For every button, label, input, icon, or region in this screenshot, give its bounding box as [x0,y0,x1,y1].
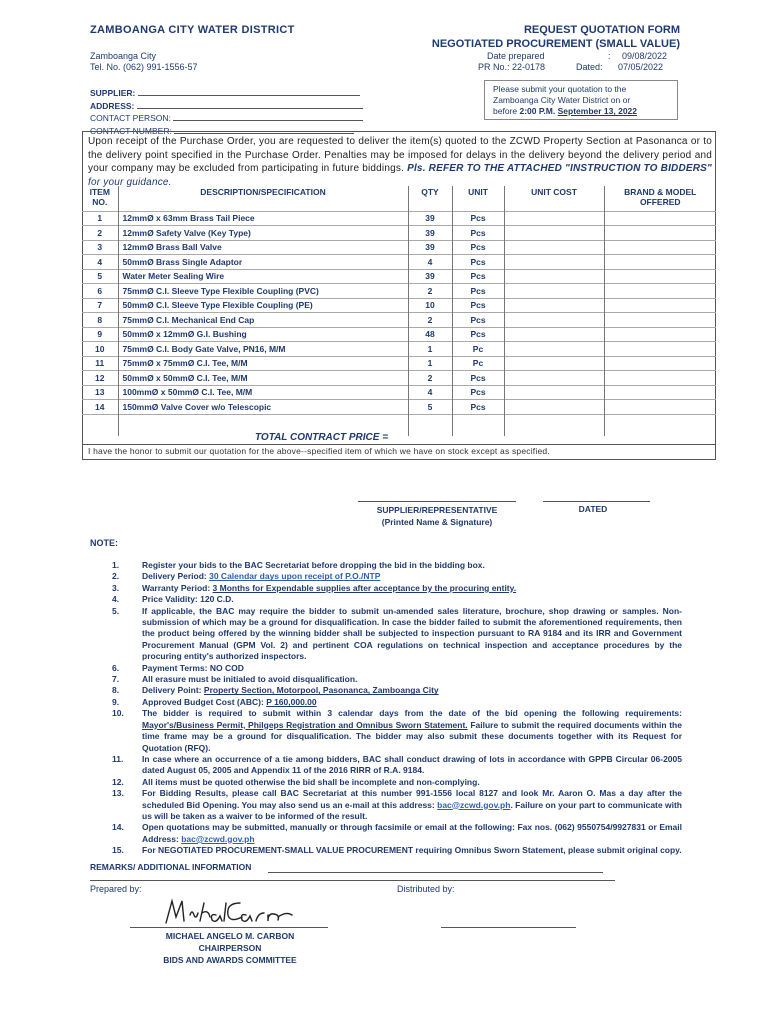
item-brand-cell[interactable] [604,371,716,386]
supplier-representative-label [358,504,516,528]
item-unit: Pcs [452,385,504,400]
filler-cell [408,414,452,436]
item-description: 50mmØ x 50mmØ C.I. Tee, M/M [118,371,408,386]
notice-time: 2:00 P.M. [519,106,556,116]
item-number: 12 [82,371,118,386]
item-unit-cost-cell[interactable] [504,269,604,284]
bac-email-link-2[interactable]: bac@zcwd.gov.ph [181,833,255,844]
total-contract-price-label: TOTAL CONTRACT PRICE = [255,432,389,443]
date-prepared-label: Date prepared [487,51,545,61]
item-description: 150mmØ Valve Cover w/o Telescopic [118,400,408,415]
item-description: 75mmØ C.I. Sleeve Type Flexible Coupling (PVC) [118,284,408,299]
remarks-label: REMARKS/ ADDITIONAL INFORMATION [90,862,252,872]
table-row [82,211,716,226]
notice-before: before [493,106,518,116]
item-unit: Pcs [452,371,504,386]
chairperson-signature-image [160,895,300,929]
item-description: 75mmØ C.I. Mechanical End Cap [118,313,408,328]
dated-signature-line[interactable] [543,501,650,502]
chairperson-name: MICHAEL ANGELO M. CARBON [165,931,295,941]
item-number: 5 [82,269,118,284]
item-brand-cell[interactable] [604,342,716,357]
table-row [82,269,716,284]
table-row [82,385,716,400]
intro-text: Upon receipt of the Purchase Order, you are requested to deliver the item(s) quoted to the ZCWD Property Section at Pasonanca or to the delivery point specified in the Purchase Order. Penalties may be imposed for delays in the delivery beyond the delivery period and your company may be excluded from participating in future biddings. [88,136,712,174]
item-qty: 1 [408,342,452,357]
item-unit: Pcs [452,284,504,299]
col-brand-model: BRAND & MODEL OFFERED [604,186,716,211]
item-brand-cell[interactable] [604,385,716,400]
item-number: 11 [82,356,118,371]
item-qty: 39 [408,226,452,241]
bac-email-link[interactable]: bac@zcwd.gov.ph [437,799,511,810]
remarks-line-2[interactable] [90,880,615,881]
table-row [82,255,716,270]
rep-line-1: SUPPLIER/REPRESENTATIVE [376,505,498,515]
note-heading: NOTE: [90,538,118,548]
item-description: 50mmØ x 12mmØ G.I. Bushing [118,327,408,342]
item-unit: Pcs [452,313,504,328]
col-unit-cost: UNIT COST [504,186,604,211]
item-description: 12mmØ Brass Ball Valve [118,240,408,255]
rep-line-2: (Printed Name & Signature) [381,517,493,527]
chairperson-title: CHAIRPERSON [198,943,262,953]
note-item: 8. Delivery Point: Property Section, Motorpool, Pasonanca, Zamboanga City [112,685,439,696]
dated-value: 07/05/2022 [618,62,664,72]
contact-person-field[interactable] [173,112,363,121]
form-title: REQUEST QUOTATION FORM [523,24,680,36]
items-table-body [82,211,716,436]
date-prepared-colon: : [608,51,611,61]
intro-guidance: for your guidance. [88,176,172,188]
pr-number: PR No.: 22-0178 [478,62,546,72]
item-qty: 5 [408,400,452,415]
col-item-no: ITEM NO. [89,187,110,207]
table-row [82,327,716,342]
note-item: 4. Price Validity: 120 C.D. [112,594,234,605]
item-unit-cost-cell[interactable] [504,226,604,241]
item-unit: Pc [452,342,504,357]
item-brand-cell[interactable] [604,226,716,241]
item-brand-cell[interactable] [604,284,716,299]
note-item: 15. For NEGOTIATED PROCUREMENT-SMALL VALUE PROCUREMENT requiring Omnibus Sworn Statement, please submit original copy. [112,845,682,856]
item-unit: Pcs [452,269,504,284]
note-item: 13. For Bidding Results, please call BAC Secretariat at this number 991-1556 local 8127 and look Mr. Aaron O. Mas a day after the scheduled Bid Opening. You may also send us an e-mail at this address: bac@zcwd.gov.ph. Failure on your part to communicate with us will be taken as a waiver to be informed of the result. [112,788,682,821]
item-qty: 48 [408,327,452,342]
note-item: 11. In case where an occurrence of a tie among bidders, BAC shall conduct drawing of lots in accordance with GPPB Circular 06-2005 dated August 05, 2005 and Appendix 11 of the 2016 RIRR of R.A. 9184. [112,753,682,776]
item-qty: 1 [408,356,452,371]
delivery-period-link[interactable]: 30 Calendar days upon receipt of P.O./NTP [209,571,381,582]
table-filler-row [82,414,716,436]
item-description: 50mmØ Brass Single Adaptor [118,255,408,270]
table-row [82,298,716,313]
item-brand-cell[interactable] [604,269,716,284]
supplier-signature-line[interactable] [358,501,516,502]
address-label: ADDRESS: [90,100,135,111]
item-brand-cell[interactable] [604,211,716,226]
notice-line-2: Zamboanga City Water District on or [493,95,631,105]
item-unit: Pcs [452,211,504,226]
item-brand-cell[interactable] [604,298,716,313]
notice-line-1: Please submit your quotation to the [493,84,627,94]
item-number: 14 [82,400,118,415]
item-qty: 4 [408,255,452,270]
item-description: 12mmØ Safety Valve (Key Type) [118,226,408,241]
table-row [82,400,716,415]
item-description: 75mmØ x 75mmØ C.I. Tee, M/M [118,356,408,371]
item-unit: Pc [452,356,504,371]
item-unit-cost-cell[interactable] [504,356,604,371]
note-item: 14. Open quotations may be submitted, manually or through facsimile or email at the following: Fax nos. (062) 9550754/9927831 or Email Address: bac@zcwd.gov.ph [112,822,682,844]
item-number: 1 [82,211,118,226]
col-unit: UNIT [452,186,504,211]
note-item: 1. Register your bids to the BAC Secretariat before dropping the bid in the bidding box. [112,560,485,570]
committee-name: BIDS AND AWARDS COMMITTEE [163,955,297,965]
item-unit: Pcs [452,255,504,270]
item-qty: 4 [408,385,452,400]
note-item: 5. If applicable, the BAC may require the bidder to submit un-amended sales literature, brochure, shop drawing or samples. Non-submission of which may be a ground for disqualification. In case the bidder failed to submit the aforementioned requirements, then the product being offered by the winning bidder shall be subjected to inspection pursuant to RA 9184 and its IRR and Government Procurement Manual (GPM Vol. 2) and pertinent COA regulations on technical inspection and acceptance procedures by the procuring entity's authorized inspectors. [112,605,682,662]
item-unit-cost-cell[interactable] [504,240,604,255]
item-unit-cost-cell[interactable] [504,327,604,342]
col-description: DESCRIPTION/SPECIFICATION [118,186,408,211]
supplier-label: SUPPLIER: [90,88,136,98]
table-row [82,342,716,357]
note-item: 3. Warranty Period: 3 Months for Expendable supplies after acceptance by the procuring entity. [112,582,517,593]
item-brand-cell[interactable] [604,255,716,270]
intro-paragraph [88,135,712,189]
item-unit-cost-cell[interactable] [504,211,604,226]
item-brand-cell[interactable] [604,400,716,415]
table-header-row [82,186,716,211]
address-field[interactable] [137,100,363,109]
item-description: 100mmØ x 50mmØ C.I. Tee, M/M [118,385,408,400]
item-qty: 2 [408,313,452,328]
date-prepared-value: 09/08/2022 [622,51,668,61]
item-unit-cost-cell[interactable] [504,371,604,386]
prepared-by-label: Prepared by: [90,884,142,894]
item-qty: 39 [408,269,452,284]
intro-refer: Pls. REFER TO THE ATTACHED "INSTRUCTION TO BIDDERS" [407,163,712,174]
item-qty: 2 [408,371,452,386]
org-tel: Tel. No. (062) 991-1556-57 [90,62,198,72]
item-unit-cost-cell[interactable] [504,313,604,328]
note-item: 6. Payment Terms: NO COD [112,662,244,673]
supplier-field[interactable] [138,87,360,96]
item-unit-cost-cell[interactable] [504,400,604,415]
table-row [82,240,716,255]
item-number: 6 [82,284,118,299]
distributed-by-label: Distributed by: [397,884,455,894]
table-row [82,371,716,386]
item-unit: Pcs [452,240,504,255]
item-number: 8 [82,313,118,328]
item-description: 75mmØ C.I. Body Gate Valve, PN16, M/M [118,342,408,357]
note-item: 10. The bidder is required to submit within 3 calendar days from the date of the bid opening the following requirements: Mayor's/Business Permit, Philgeps Registration and Omnibus Sworn Statement. Failure to submit the required documents within the time frame may be a ground for disqualification. The bidder may also submit these documents together with its Request for Quotation (RFQ). [112,708,682,753]
note-item: 7. All erasure must be initialed to avoid disqualification. [112,674,358,685]
col-qty: QTY [408,186,452,211]
notes-list [112,560,682,857]
item-brand-cell[interactable] [604,240,716,255]
filler-cell [504,414,604,436]
supplier-info-block [90,87,363,137]
item-unit: Pcs [452,400,504,415]
item-brand-cell[interactable] [604,356,716,371]
item-number: 10 [82,342,118,357]
item-number: 9 [82,327,118,342]
item-unit: Pcs [452,226,504,241]
item-description: 50mmØ C.I. Sleeve Type Flexible Coupling (PE) [118,298,408,313]
dated-label: Dated: [576,62,603,72]
item-number: 2 [82,226,118,241]
honor-statement: I have the honor to submit our quotation for the above--specified item of which we have on stock except as specified. [88,446,550,456]
contact-number-label: CONTACT NUMBER: [90,125,172,136]
item-unit-cost-cell[interactable] [504,342,604,357]
dated-label-footer: DATED [578,504,608,514]
note-item: 9. Approved Budget Cost (ABC): P 160,000.00 [112,696,317,707]
note-item: 12. All items must be quoted otherwise the bid shall be incomplete and non-complying. [112,776,480,787]
item-number: 4 [82,255,118,270]
chairperson-signature-line [130,927,328,928]
table-row [82,284,716,299]
filler-cell [452,414,504,436]
item-qty: 39 [408,240,452,255]
remarks-line[interactable] [268,872,603,873]
distributor-signature-line[interactable] [441,927,576,928]
table-row [82,226,716,241]
item-description: Water Meter Sealing Wire [118,269,408,284]
submission-notice [484,80,678,120]
item-unit-cost-cell[interactable] [504,298,604,313]
chairperson-block [130,930,330,966]
org-city: Zamboanga City [90,51,157,61]
item-qty: 39 [408,211,452,226]
form-subtitle: NEGOTIATED PROCUREMENT (SMALL VALUE) [431,38,680,50]
item-number: 7 [82,298,118,313]
org-name: ZAMBOANGA CITY WATER DISTRICT [90,24,295,36]
table-row [82,313,716,328]
item-number: 13 [82,385,118,400]
item-unit-cost-cell[interactable] [504,385,604,400]
item-brand-cell[interactable] [604,327,716,342]
filler-cell [604,414,716,436]
item-unit-cost-cell[interactable] [504,284,604,299]
item-unit-cost-cell[interactable] [504,255,604,270]
item-qty: 10 [408,298,452,313]
filler-cell [82,414,118,436]
table-row [82,356,716,371]
note-item: 2. Delivery Period: 30 Calendar days upon receipt of P.O./NTP [112,571,381,582]
contact-person-label: CONTACT PERSON: [90,113,171,123]
notice-deadline: September 13, 2022 [557,106,638,116]
item-unit: Pcs [452,327,504,342]
item-description: 12mmØ x 63mm Brass Tail Piece [118,211,408,226]
item-number: 3 [82,240,118,255]
item-brand-cell[interactable] [604,313,716,328]
items-table [82,186,716,436]
item-qty: 2 [408,284,452,299]
item-unit: Pcs [452,298,504,313]
